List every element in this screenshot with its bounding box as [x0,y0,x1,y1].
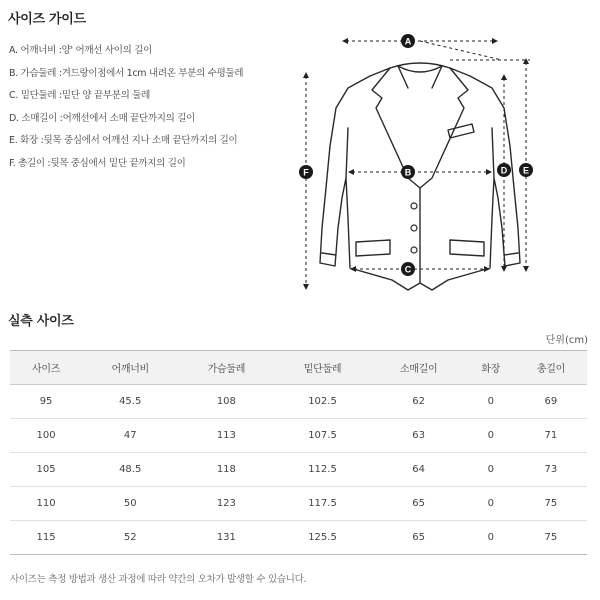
marker-c [401,262,415,276]
header-size: 사이즈 [10,351,82,385]
cell: 102.5 [274,385,370,419]
measurement-definitions [9,44,243,179]
marker-a [401,34,415,48]
cell: 73 [515,453,587,487]
marker-b [401,165,415,179]
cell: 110 [10,487,82,521]
cell: 112.5 [274,453,370,487]
footnote: 사이즈는 측정 방법과 생산 과정에 따라 약간의 오차가 발생할 수 있습니다. [10,574,307,585]
marker-e [519,163,533,177]
svg-text:D: D [500,165,508,176]
size-table [10,350,587,555]
cell: 95 [10,385,82,419]
table-row [10,385,587,419]
button-1 [411,203,417,209]
cell: 125.5 [274,521,370,555]
cell: 117.5 [274,487,370,521]
svg-text:F: F [303,167,309,178]
cell: 65 [371,487,467,521]
header-chest: 가슴둘레 [178,351,274,385]
cell: 47 [82,419,178,453]
cell: 108 [178,385,274,419]
cell: 107.5 [274,419,370,453]
header-hem: 밑단둘레 [274,351,370,385]
header-sleeve-total: 화장 [467,351,515,385]
table-row [10,521,587,555]
cell: 50 [82,487,178,521]
svg-text:B: B [404,167,412,178]
cell: 64 [371,453,467,487]
definition-f: F. 총길이 :뒷목 중심에서 밑단 끝까지의 길이 [9,157,186,169]
cell: 75 [515,521,587,555]
header-sleeve: 소매길이 [371,351,467,385]
cell: 65 [371,521,467,555]
measured-size-title: 실측 사이즈 [8,314,74,329]
button-2 [411,225,417,231]
svg-text:C: C [404,264,412,275]
jacket-diagram [290,28,550,298]
cell: 0 [467,521,515,555]
unit-label: 단위(cm) [545,335,588,346]
definition-a: A. 어깨너비 :양' 어깨선 사이의 길이 [9,45,152,56]
cell: 75 [515,487,587,521]
svg-text:E: E [522,165,530,176]
cell: 45.5 [82,385,178,419]
marker-d [497,163,511,177]
definition-d: D. 소매길이 :어깨선에서 소매 끝단까지의 길이 [9,112,196,124]
table-row [10,419,587,453]
button-3 [411,247,417,253]
cell: 115 [10,521,82,555]
definition-c: C. 밑단둘레 :밑단 양 끝부분의 둘레 [9,90,150,101]
marker-f [299,165,313,179]
table-row [10,487,587,521]
cell: 71 [515,419,587,453]
header-shoulder: 어깨너비 [82,351,178,385]
cell: 131 [178,521,274,555]
definition-b: B. 가슴둘레 :겨드랑이점에서 1cm 내려온 부분의 수평둘레 [9,67,244,79]
cell: 113 [178,419,274,453]
table-header-row [10,351,587,385]
cell: 69 [515,385,587,419]
definition-e: E. 화장 :뒷목 중심에서 어깨선 지나 소매 끝단까지의 길이 [9,135,238,146]
size-guide-title: 사이즈 가이드 [8,12,86,27]
svg-text:A: A [404,36,412,47]
cell: 62 [371,385,467,419]
cell: 0 [467,453,515,487]
table-row [10,453,587,487]
cell: 100 [10,419,82,453]
cell: 52 [82,521,178,555]
cell: 0 [467,487,515,521]
cell: 118 [178,453,274,487]
cell: 0 [467,385,515,419]
cell: 63 [371,419,467,453]
cell: 0 [467,419,515,453]
cell: 48.5 [82,453,178,487]
cell: 123 [178,487,274,521]
cell: 105 [10,453,82,487]
header-length: 총길이 [515,351,587,385]
